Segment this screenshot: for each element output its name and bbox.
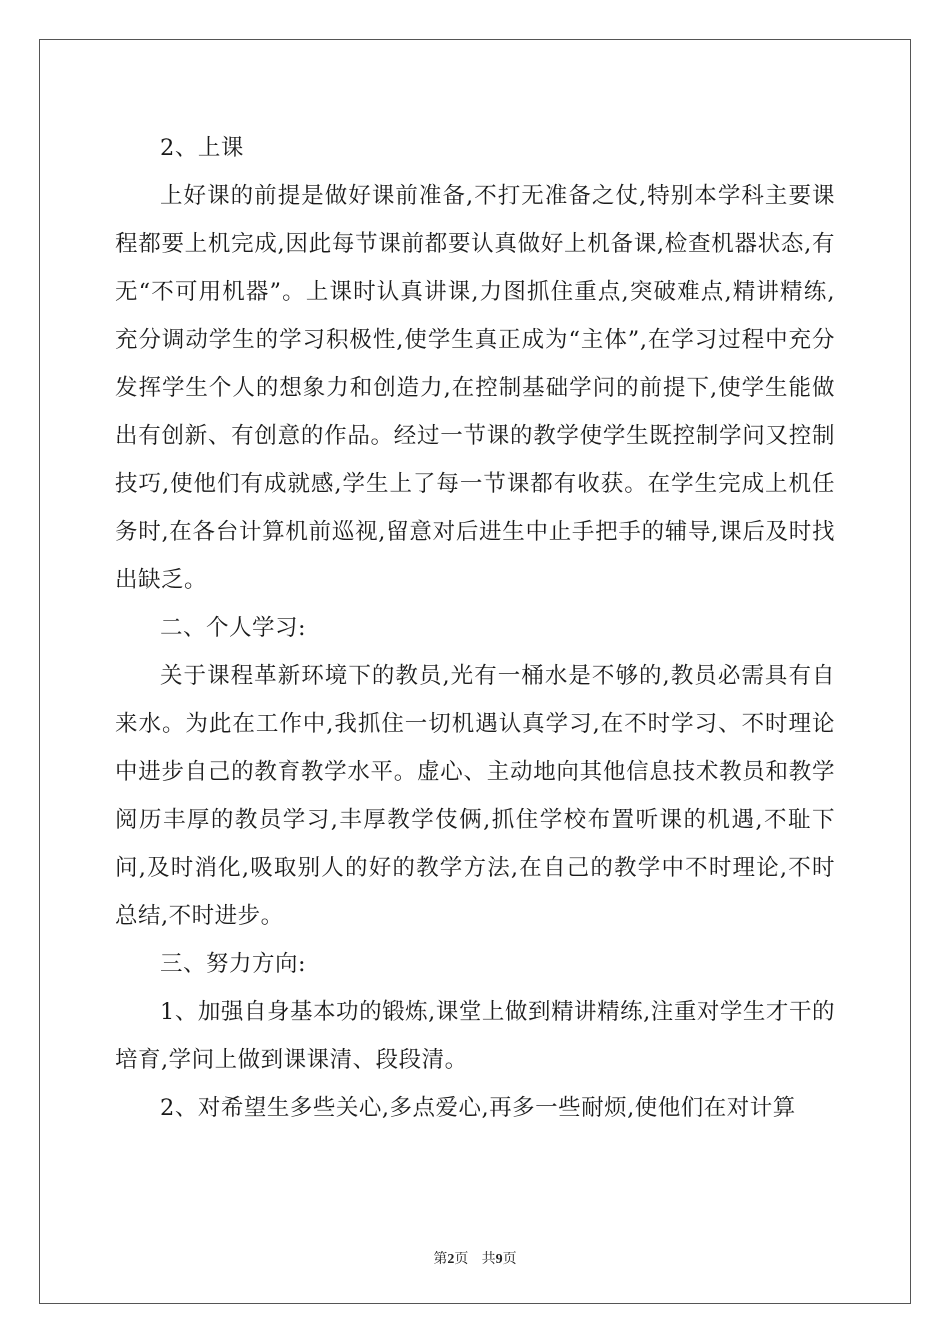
footer-total-prefix: 共 [481,1251,496,1267]
paragraph-direction-1: 1、加强自身基本功的锻炼,课堂上做到精讲精练,注重对学生才干的培育,学问上做到课课清、段段清。 [115,999,835,1073]
page-footer [0,1248,950,1268]
document-body [115,124,835,1132]
footer-prefix: 第 [433,1251,448,1267]
paragraph-direction-2: 2、对希望生多些关心,多点爱心,再多一些耐烦,使他们在对计算 [160,1095,796,1121]
footer-page-suffix: 页 [454,1251,469,1267]
footer-page-number: 2 [447,1252,455,1267]
footer-total-pages: 9 [495,1252,503,1267]
section-heading-direction: 三、努力方向: [160,951,307,977]
section-heading-personal-study: 二、个人学习: [160,615,307,641]
section-heading-class: 2、上课 [160,135,244,161]
paragraph-class-preparation: 上好课的前提是做好课前准备,不打无准备之仗,特别本学科主要课程都要上机完成,因此每节课前都要认真做好上机备课,检查机器状态,有无“不可用机器”。上课时认真讲课,力图抓住重点,突破难点,精讲精练,充分调动学生的学习积极性,使学生真正成为“主体”,在学习过程中充分发挥学生个人的想象力和创造力,在控制基础学问的前提下,使学生能做出有创新、有创意的作品。经过一节课的教学使学生既控制学问又控制技巧,使他们有成就感,学生上了每一节课都有收获。在学生完成上机任务时,在各台计算机前巡视,留意对后进生中止手把手的辅导,课后及时找出缺乏。 [115,183,835,593]
footer-total-suffix: 页 [502,1251,517,1267]
paragraph-personal-study: 关于课程革新环境下的教员,光有一桶水是不够的,教员必需具有自来水。为此在工作中,我抓住一切机遇认真学习,在不时学习、不时理论中进步自己的教育教学水平。虚心、主动地向其他信息技术教员和教学阅历丰厚的教员学习,丰厚教学伎俩,抓住学校布置听课的机遇,不耻下问,及时消化,吸取别人的好的教学方法,在自己的教学中不时理论,不时总结,不时进步。 [115,663,835,929]
